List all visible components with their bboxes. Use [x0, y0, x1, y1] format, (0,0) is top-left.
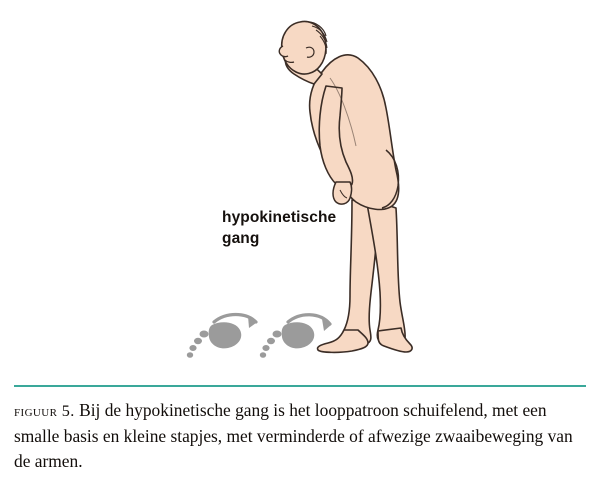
caption-divider	[14, 385, 586, 387]
footprint-2	[260, 322, 314, 358]
human-body-illustration	[279, 21, 412, 352]
caption-lead: figuur 5.	[14, 402, 75, 420]
caption-text: Bij de hypokinetische gang is het looppatroon schuifelend, met een smalle basis en kleine stapjes, met verminderde of afwezige zwaaibeweging van de armen.	[14, 400, 573, 472]
footprint-1	[187, 322, 241, 358]
step-arrow-group	[214, 315, 330, 325]
footprint-group	[187, 322, 314, 358]
figure-caption	[14, 398, 590, 475]
figure-inline-label: hypokinetische gang	[222, 209, 337, 247]
